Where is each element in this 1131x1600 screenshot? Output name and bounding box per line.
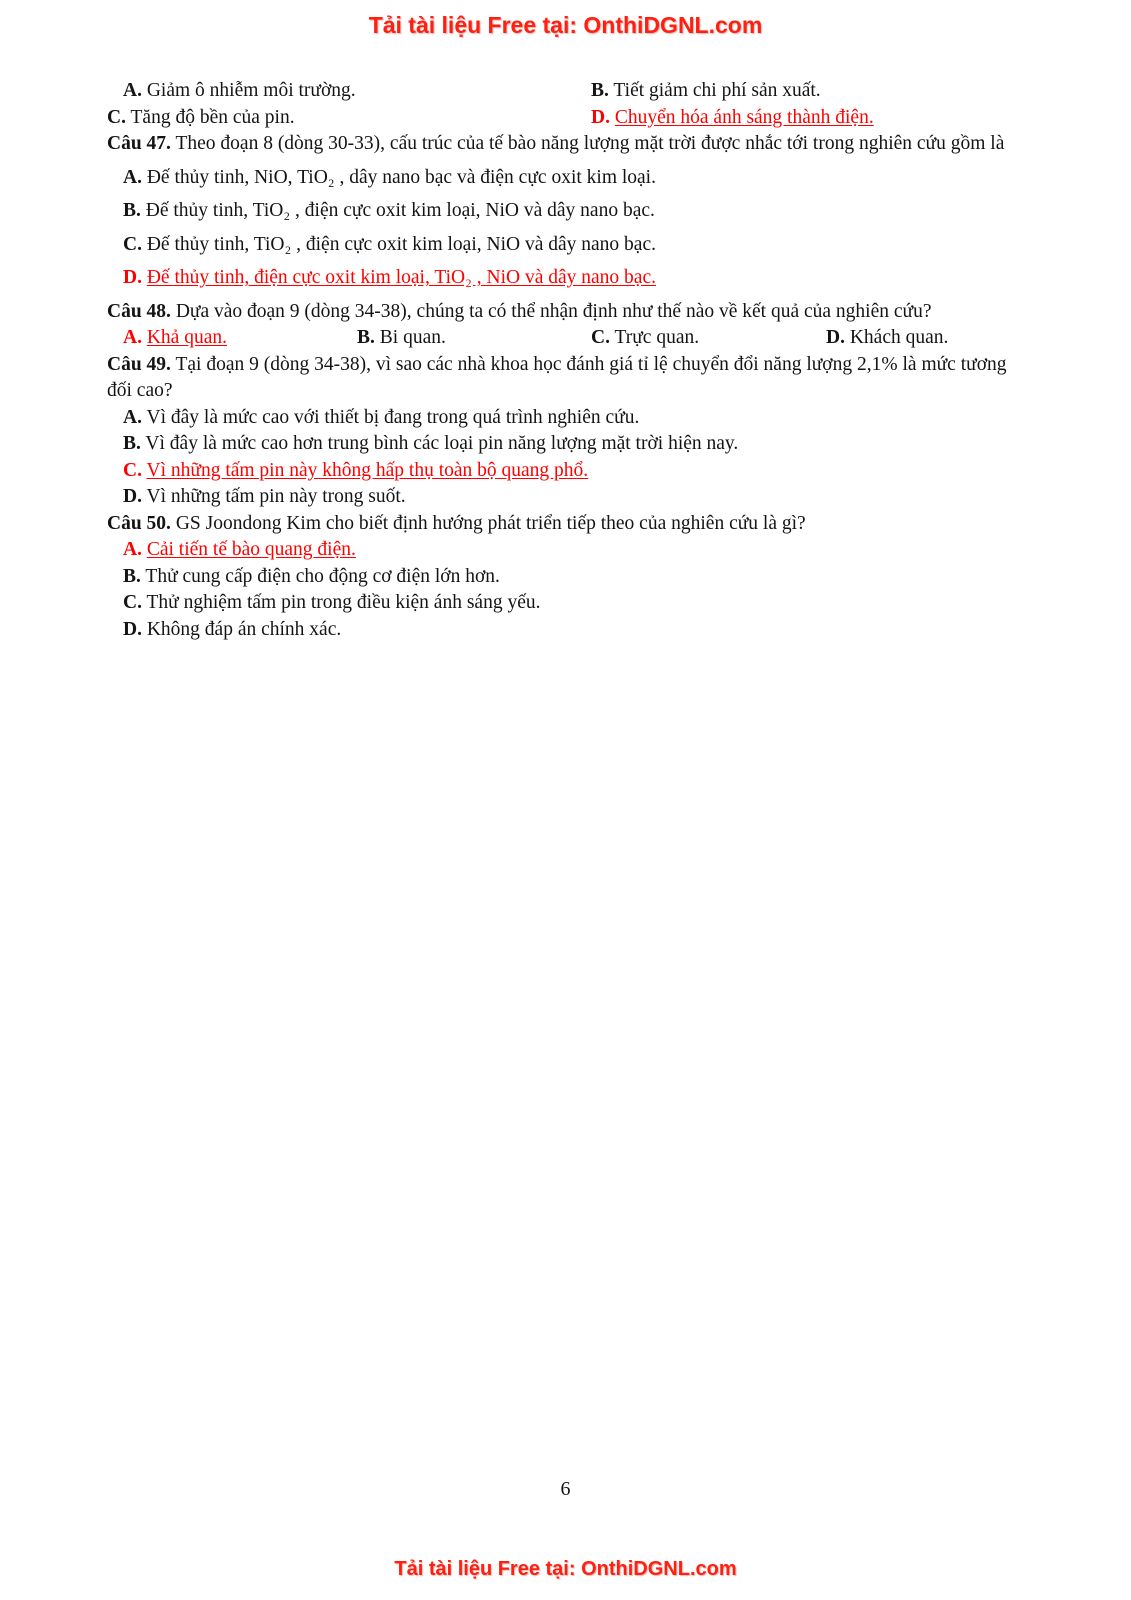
- option-label: B.: [591, 80, 609, 101]
- footer-text: Tải tài liệu Free tại: OnthiDGNL.com: [394, 1558, 737, 1580]
- option-text: Đế thủy tinh, điện cực oxit kim loại, TiO₂ , NiO và dây nano bạc.: [146, 267, 656, 289]
- header-text: Tải tài liệu Free tại: OnthiDGNL.com: [368, 12, 763, 38]
- option-text: Tiết giảm chi phí sản xuất.: [613, 80, 821, 101]
- question-text: GS Joondong Kim cho biết định hướng phát triển tiếp theo của nghiên cứu là gì?: [175, 512, 806, 534]
- question-47: [107, 131, 1027, 292]
- option-label: C.: [123, 592, 142, 614]
- option-label: B.: [123, 565, 141, 587]
- question-48-option-c: [591, 325, 826, 352]
- option-label: D.: [591, 106, 610, 128]
- option-label: A.: [123, 166, 142, 188]
- header-banner: [0, 12, 1131, 39]
- question-49-option-a: [107, 405, 1027, 432]
- question-47-option-d: [107, 265, 1027, 292]
- option-label: B.: [123, 433, 141, 455]
- question-text: Tại đoạn 9 (dòng 34-38), vì sao các nhà khoa học đánh giá tỉ lệ chuyển đổi năng lượng 2,1% là mức tương đối cao?: [107, 353, 1007, 402]
- option-label: C.: [123, 459, 142, 481]
- option-label: A.: [123, 327, 142, 349]
- option-label: D.: [123, 486, 142, 508]
- option-text: Đế thủy tinh, TiO₂ , điện cực oxit kim loại, NiO và dây nano bạc.: [146, 233, 656, 255]
- option-text: Vì đây là mức cao hơn trung bình các loại pin năng lượng mặt trời hiện nay.: [145, 433, 739, 455]
- option-label: A.: [123, 539, 142, 561]
- question-50-stem: [107, 511, 1027, 538]
- page-number: 6: [560, 1478, 571, 1500]
- option-text: Tăng độ bền của pin.: [130, 106, 295, 128]
- question-47-option-c: [107, 232, 1027, 259]
- option-text: Vì những tấm pin này trong suốt.: [146, 486, 406, 508]
- question-number: Câu 49.: [107, 353, 171, 375]
- carryover-options: [107, 78, 1027, 131]
- footer-banner: [0, 1558, 1131, 1581]
- question-50-option-c: [107, 590, 1027, 617]
- option-label: A.: [123, 80, 142, 101]
- option-text: Khách quan.: [849, 327, 949, 349]
- option-label: C.: [107, 106, 126, 128]
- option-text: Khả quan.: [146, 327, 227, 349]
- option-text: Bi quan.: [379, 327, 446, 349]
- option-text: Thử cung cấp điện cho động cơ điện lớn hơn.: [145, 565, 500, 587]
- question-50: [107, 511, 1027, 644]
- question-number: Câu 47.: [107, 133, 171, 155]
- option-label: C.: [591, 327, 610, 349]
- option-text: Thử nghiệm tấm pin trong điều kiện ánh sáng yếu.: [146, 592, 541, 614]
- option-label: C.: [123, 233, 142, 255]
- question-48-option-a: [123, 325, 357, 352]
- question-49-stem: [107, 352, 1027, 405]
- question-text: Theo đoạn 8 (dòng 30-33), cấu trúc của tế bào năng lượng mặt trời được nhắc tới trong nghiên cứu gồm là: [175, 133, 1005, 155]
- question-text: Dựa vào đoạn 9 (dòng 34-38), chúng ta có thể nhận định như thế nào về kết quả của nghiên cứu?: [175, 300, 932, 322]
- option-text: Vì những tấm pin này không hấp thụ toàn bộ quang phổ.: [146, 459, 589, 481]
- question-47-option-a: [107, 165, 1027, 192]
- option-text: Trực quan.: [614, 327, 700, 349]
- question-50-option-b: [107, 564, 1027, 591]
- question-50-option-a: [107, 537, 1027, 564]
- carryover-option-b: [591, 78, 1027, 105]
- question-47-option-b: [107, 198, 1027, 225]
- option-label: A.: [123, 406, 142, 428]
- question-48-stem: [107, 299, 1027, 326]
- question-49: [107, 352, 1027, 511]
- carryover-option-c: [107, 105, 591, 132]
- option-text: Đế thủy tinh, NiO, TiO₂ , dây nano bạc và điện cực oxit kim loại.: [146, 166, 656, 188]
- carryover-option-d: [591, 105, 1027, 132]
- option-label: D.: [123, 267, 142, 289]
- option-text: Đế thủy tinh, TiO₂ , điện cực oxit kim loại, NiO và dây nano bạc.: [145, 200, 655, 222]
- question-48-option-d: [826, 325, 1027, 352]
- question-49-option-c: [107, 458, 1027, 485]
- carryover-option-a: [107, 78, 591, 105]
- question-50-option-d: [107, 617, 1027, 644]
- option-label: D.: [826, 327, 845, 349]
- question-48-option-b: [357, 325, 591, 352]
- question-49-option-b: [107, 431, 1027, 458]
- question-number: Câu 50.: [107, 512, 171, 534]
- option-text: Giảm ô nhiễm môi trường.: [146, 80, 356, 101]
- option-text: Chuyển hóa ánh sáng thành điện.: [614, 106, 874, 128]
- option-label: D.: [123, 618, 142, 640]
- option-label: B.: [123, 200, 141, 222]
- option-label: B.: [357, 327, 375, 349]
- document-content: [107, 78, 1027, 643]
- question-47-stem: [107, 131, 1027, 158]
- option-text: Cải tiến tế bào quang điện.: [146, 539, 356, 561]
- option-text: Không đáp án chính xác.: [146, 618, 342, 640]
- question-48: [107, 299, 1027, 352]
- option-text: Vì đây là mức cao với thiết bị đang trong quá trình nghiên cứu.: [146, 406, 640, 428]
- question-number: Câu 48.: [107, 300, 171, 322]
- question-48-options: [107, 325, 1027, 352]
- question-49-option-d: [107, 484, 1027, 511]
